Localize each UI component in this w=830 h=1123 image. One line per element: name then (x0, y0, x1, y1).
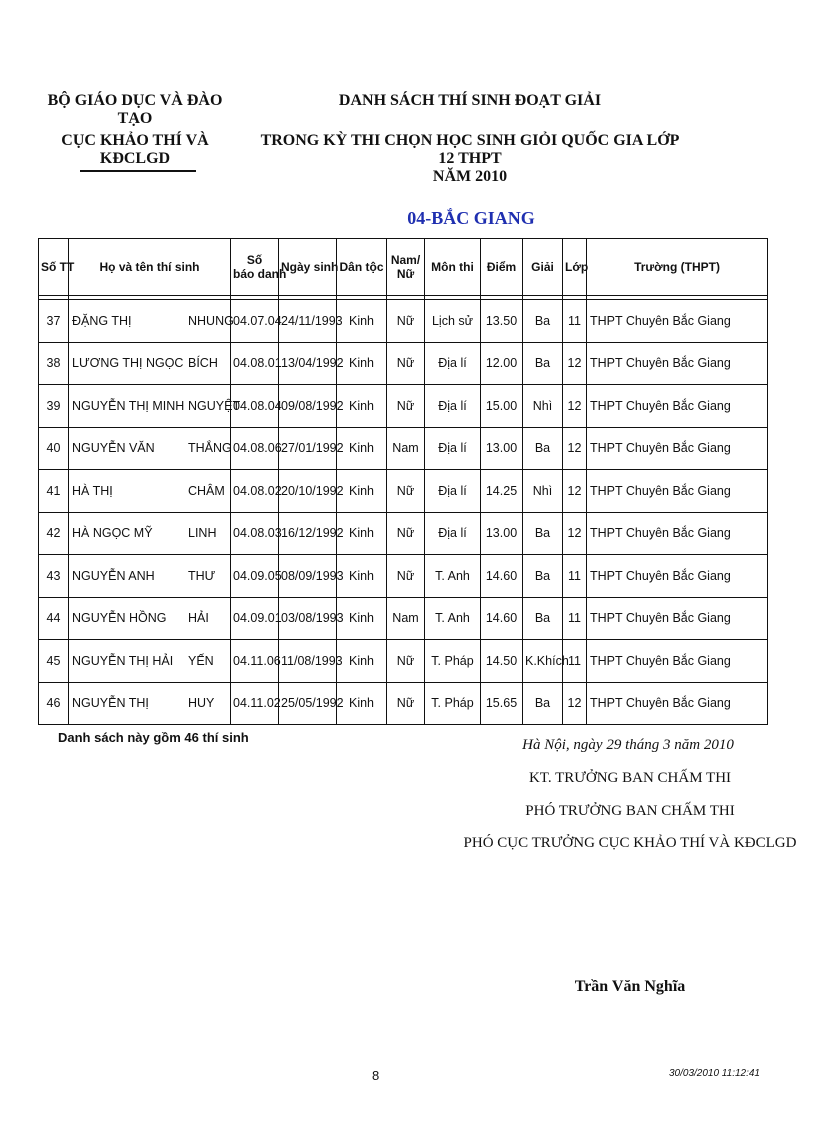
cell-sbd: 04.09.01 (231, 597, 279, 640)
header-score: Điểm (481, 239, 523, 296)
signing-date: Hà Nội, ngày 29 tháng 3 năm 2010 (522, 737, 734, 753)
table-body (39, 296, 768, 725)
cell-ethnic: Kinh (337, 470, 387, 513)
cell-school: THPT Chuyên Bắc Giang (587, 682, 768, 725)
cell-surname: NGUYỄN THỊ MINH (72, 398, 185, 413)
cell-sbd: 04.11.02 (231, 682, 279, 725)
cell-school: THPT Chuyên Bắc Giang (587, 640, 768, 683)
cell-gender: Nữ (387, 300, 425, 343)
cell-subject: T. Pháp (425, 640, 481, 683)
cell-sbd: 04.11.06 (231, 640, 279, 683)
cell-dob: 13/04/1992 (279, 342, 337, 385)
cell-ethnic: Kinh (337, 555, 387, 598)
header-gender (387, 239, 425, 296)
cell-gender: Nam (387, 597, 425, 640)
cell-name (69, 300, 234, 343)
cell-school: THPT Chuyên Bắc Giang (587, 597, 768, 640)
document-title: DANH SÁCH THÍ SINH ĐOẠT GIẢI (338, 92, 602, 109)
document-year: NĂM 2010 (432, 168, 508, 185)
header-gender-line2: Nữ (396, 267, 415, 281)
cell-score: 13.00 (481, 512, 523, 555)
cell-school: THPT Chuyên Bắc Giang (587, 342, 768, 385)
table-row (39, 555, 768, 598)
cell-subject: T. Anh (425, 555, 481, 598)
table-row (39, 470, 768, 513)
cell-score: 15.65 (481, 682, 523, 725)
cell-prize: Nhì (523, 385, 563, 428)
cell-name (69, 640, 231, 683)
cell-dob: 24/11/1993 (279, 300, 337, 343)
cell-dob: 20/10/1992 (279, 470, 337, 513)
cell-gender: Nữ (387, 470, 425, 513)
cell-gender: Nữ (387, 682, 425, 725)
cell-surname: HÀ NGỌC MỸ (72, 526, 153, 541)
cell-name (69, 555, 231, 598)
cell-stt: 43 (39, 555, 69, 598)
cell-surname: ĐẶNG THỊ (72, 313, 132, 328)
cell-surname: NGUYỄN VĂN (72, 441, 155, 456)
cell-score: 13.00 (481, 427, 523, 470)
cell-sbd: 04.08.03 (231, 512, 279, 555)
cell-ethnic: Kinh (337, 597, 387, 640)
cell-gender: Nữ (387, 555, 425, 598)
cell-dob: 03/08/1993 (279, 597, 337, 640)
cell-surname: HÀ THỊ (72, 483, 113, 498)
cell-subject: Địa lí (425, 342, 481, 385)
header-gender-line1: Nam/ (390, 253, 421, 267)
cell-stt: 42 (39, 512, 69, 555)
cell-school: THPT Chuyên Bắc Giang (587, 300, 768, 343)
cell-ethnic: Kinh (337, 512, 387, 555)
cell-gender: Nam (387, 427, 425, 470)
cell-name (69, 512, 231, 555)
cell-gender: Nữ (387, 342, 425, 385)
cell-prize: Ba (523, 682, 563, 725)
cell-subject: T. Pháp (425, 682, 481, 725)
cell-given-name: HUY (188, 696, 215, 711)
cell-given-name: THẮNG (188, 441, 232, 456)
header-sbd-line1: Số (246, 253, 263, 267)
cell-gender: Nữ (387, 640, 425, 683)
header-subject: Môn thi (425, 239, 481, 296)
table-row (39, 427, 768, 470)
header-sbd-line2: báo danh (233, 267, 287, 281)
table-row (39, 597, 768, 640)
cell-given-name: CHÂM (188, 483, 225, 498)
cell-surname: NGUYỄN HỒNG (72, 611, 167, 626)
cell-dob: 08/09/1993 (279, 555, 337, 598)
table-header-row (39, 239, 768, 296)
header-school: Trường (THPT) (587, 239, 768, 296)
candidate-count: Danh sách này gồm 46 thí sinh (58, 730, 249, 745)
cell-grade: 12 (563, 385, 587, 428)
page-number: 8 (372, 1068, 380, 1083)
cell-school: THPT Chuyên Bắc Giang (587, 470, 768, 513)
cell-stt: 44 (39, 597, 69, 640)
cell-stt: 37 (39, 300, 69, 343)
cell-surname: LƯƠNG THỊ NGỌC (72, 356, 184, 371)
cell-name (69, 470, 231, 513)
cell-sbd: 04.07.04 (231, 300, 279, 343)
cell-given-name: YẾN (188, 653, 214, 668)
table-row (39, 300, 768, 343)
cell-subject: Địa lí (425, 427, 481, 470)
cell-name (69, 385, 241, 428)
cell-name (69, 427, 231, 470)
cell-surname: NGUYỄN ANH (72, 568, 155, 583)
cell-prize: K.Khích (523, 640, 563, 683)
cell-ethnic: Kinh (337, 342, 387, 385)
cell-sbd: 04.09.05 (231, 555, 279, 598)
header-sbd (231, 239, 287, 296)
cell-school: THPT Chuyên Bắc Giang (587, 555, 768, 598)
cell-stt: 45 (39, 640, 69, 683)
cell-prize: Ba (523, 342, 563, 385)
cell-given-name: HẢI (188, 611, 209, 626)
cell-score: 14.50 (481, 640, 523, 683)
org-name-ministry: BỘ GIÁO DỤC VÀ ĐÀO TẠO (47, 92, 223, 127)
cell-ethnic: Kinh (337, 300, 387, 343)
table-row (39, 682, 768, 725)
cell-given-name: THƯ (188, 568, 216, 583)
signature-title-3: PHÓ CỤC TRƯỞNG CỤC KHẢO THÍ VÀ KĐCLGD (463, 835, 797, 851)
cell-school: THPT Chuyên Bắc Giang (587, 385, 768, 428)
cell-grade: 12 (563, 470, 587, 513)
table-row (39, 385, 768, 428)
cell-stt: 40 (39, 427, 69, 470)
cell-sbd: 04.08.02 (231, 470, 279, 513)
table-row (39, 640, 768, 683)
cell-dob: 09/08/1992 (279, 385, 337, 428)
cell-ethnic: Kinh (337, 682, 387, 725)
cell-prize: Ba (523, 512, 563, 555)
cell-grade: 12 (563, 512, 587, 555)
cell-given-name: NHUNG (188, 313, 234, 328)
cell-ethnic: Kinh (337, 385, 387, 428)
print-timestamp: 30/03/2010 11:12:41 (668, 1068, 760, 1079)
header-grade: Lớp (563, 239, 587, 296)
signature-title-2: PHÓ TRƯỞNG BAN CHẤM THI (525, 803, 735, 819)
cell-prize: Ba (523, 555, 563, 598)
cell-sbd: 04.08.01 (231, 342, 279, 385)
cell-subject: Địa lí (425, 512, 481, 555)
header-dob: Ngày sinh (279, 239, 337, 296)
cell-given-name: NGUYỆT (188, 398, 241, 413)
cell-ethnic: Kinh (337, 427, 387, 470)
cell-name (69, 597, 231, 640)
document-subtitle: TRONG KỲ THI CHỌN HỌC SINH GIỎI QUỐC GIA LỚP 12 THPT (260, 132, 680, 167)
cell-score: 12.00 (481, 342, 523, 385)
cell-prize: Nhì (523, 470, 563, 513)
province-title: 04-BẮC GIANG (407, 208, 535, 228)
cell-score: 14.60 (481, 597, 523, 640)
cell-dob: 27/01/1992 (279, 427, 337, 470)
cell-dob: 16/12/1992 (279, 512, 337, 555)
cell-given-name: BÍCH (188, 356, 218, 371)
cell-score: 15.00 (481, 385, 523, 428)
header-prize: Giải (523, 239, 563, 296)
cell-prize: Ba (523, 300, 563, 343)
cell-subject: Địa lí (425, 470, 481, 513)
cell-subject: T. Anh (425, 597, 481, 640)
cell-stt: 38 (39, 342, 69, 385)
cell-surname: NGUYỄN THỊ (72, 696, 149, 711)
header-stt: Số TT (39, 239, 69, 296)
cell-name (69, 682, 231, 725)
cell-surname: NGUYỄN THỊ HẢI (72, 653, 174, 668)
cell-prize: Ba (523, 597, 563, 640)
cell-prize: Ba (523, 427, 563, 470)
cell-grade: 12 (563, 342, 587, 385)
cell-gender: Nữ (387, 385, 425, 428)
cell-grade: 12 (563, 682, 587, 725)
cell-subject: Lịch sử (425, 300, 481, 343)
results-table (38, 238, 768, 725)
cell-grade: 11 (563, 300, 587, 343)
header-ethnic: Dân tộc (337, 239, 387, 296)
cell-score: 13.50 (481, 300, 523, 343)
org-name-department: CỤC KHẢO THÍ VÀ KĐCLGD (61, 132, 209, 167)
cell-school: THPT Chuyên Bắc Giang (587, 512, 768, 555)
cell-gender: Nữ (387, 512, 425, 555)
cell-score: 14.25 (481, 470, 523, 513)
cell-name (69, 342, 231, 385)
cell-grade: 11 (563, 640, 587, 683)
cell-sbd: 04.08.06 (231, 427, 279, 470)
cell-grade: 12 (563, 427, 587, 470)
cell-grade: 11 (563, 555, 587, 598)
cell-sbd: 04.08.04 (231, 385, 279, 428)
cell-subject: Địa lí (425, 385, 481, 428)
org-underline (80, 170, 196, 172)
cell-school: THPT Chuyên Bắc Giang (587, 427, 768, 470)
signer-name: Trần Văn Nghĩa (574, 978, 686, 995)
cell-dob: 11/08/1993 (279, 640, 337, 683)
cell-stt: 46 (39, 682, 69, 725)
header-name: Họ và tên thí sinh (69, 239, 231, 296)
signature-title-1: KT. TRƯỞNG BAN CHẤM THI (528, 770, 732, 786)
cell-grade: 11 (563, 597, 587, 640)
cell-score: 14.60 (481, 555, 523, 598)
cell-stt: 41 (39, 470, 69, 513)
table-row (39, 342, 768, 385)
table-row (39, 512, 768, 555)
cell-stt: 39 (39, 385, 69, 428)
cell-given-name: LINH (188, 526, 217, 541)
cell-dob: 25/05/1992 (279, 682, 337, 725)
cell-ethnic: Kinh (337, 640, 387, 683)
